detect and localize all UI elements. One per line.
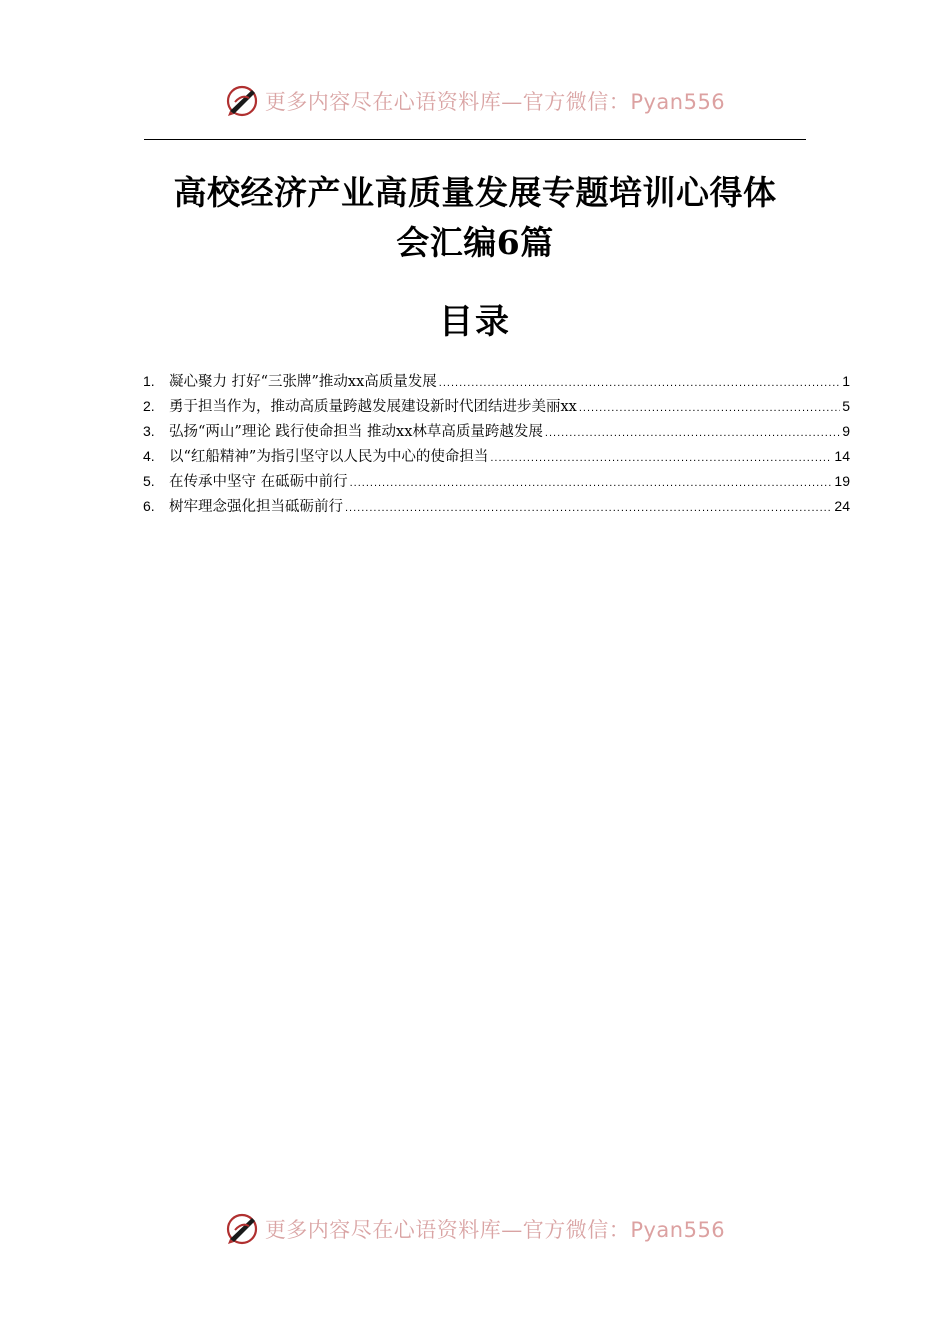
toc-item-2[interactable]: [143, 394, 850, 419]
toc-item-3[interactable]: [143, 419, 850, 444]
toc-page-number: 14: [834, 448, 850, 464]
toc-page-number: 19: [834, 473, 850, 489]
toc-entry-title: 树牢理念强化担当砥砺前行: [169, 499, 343, 515]
toc-item-6[interactable]: [143, 494, 850, 519]
toc-number: 2.: [143, 398, 155, 414]
header-rule: [144, 139, 806, 140]
toc-leader: [490, 446, 832, 471]
watermark-text: [265, 86, 725, 116]
toc-page-number: 1: [842, 373, 850, 389]
toc-leader: [439, 371, 840, 396]
pen-logo-icon: [225, 84, 259, 118]
toc-number: 3.: [143, 423, 155, 439]
table-of-contents: [143, 369, 850, 519]
toc-item-5[interactable]: [143, 469, 850, 494]
toc-heading: 目录: [439, 302, 511, 342]
toc-entry-title: 弘扬“两山”理论 践行使命担当 推动xx林草高质量跨越发展: [169, 424, 543, 440]
watermark-label: 更多内容尽在心语资料库—官方微信：: [264, 90, 631, 114]
title-line-1: 高校经济产业高质量发展专题培训心得体: [173, 173, 777, 212]
footer-watermark: [0, 1212, 950, 1246]
watermark-text: [265, 1214, 725, 1244]
toc-entry-title: 勇于担当作为，推动高质量跨越发展建设新时代团结进步美丽xx: [169, 399, 577, 415]
toc-number: 6.: [143, 498, 155, 514]
toc-item-4[interactable]: [143, 444, 850, 469]
toc-leader: [545, 421, 840, 446]
document-title: [120, 168, 830, 268]
header-watermark: [0, 84, 950, 118]
toc-page-number: 5: [842, 398, 850, 414]
watermark-label: 更多内容尽在心语资料库—官方微信：: [264, 1218, 631, 1242]
toc-page-number: 24: [834, 498, 850, 514]
pen-logo-icon: [225, 1212, 259, 1246]
watermark-wechat-id: Pyan556: [630, 1218, 726, 1242]
toc-number: 4.: [143, 448, 155, 464]
toc-number: 5.: [143, 473, 155, 489]
toc-entry-title: 以“红船精神”为指引坚守以人民为中心的使命担当: [169, 449, 489, 465]
toc-number: 1.: [143, 373, 155, 389]
toc-entry-title: 在传承中坚守 在砥砺中前行: [169, 474, 348, 490]
toc-page-number: 9: [842, 423, 850, 439]
toc-leader: [579, 396, 840, 421]
title-line-2: 会汇编6篇: [396, 223, 554, 262]
toc-item-1[interactable]: [143, 369, 850, 394]
toc-leader: [345, 496, 832, 521]
toc-entry-title: 凝心聚力 打好“三张牌”推动xx高质量发展: [169, 374, 437, 390]
toc-leader: [350, 471, 833, 496]
watermark-wechat-id: Pyan556: [630, 90, 726, 114]
